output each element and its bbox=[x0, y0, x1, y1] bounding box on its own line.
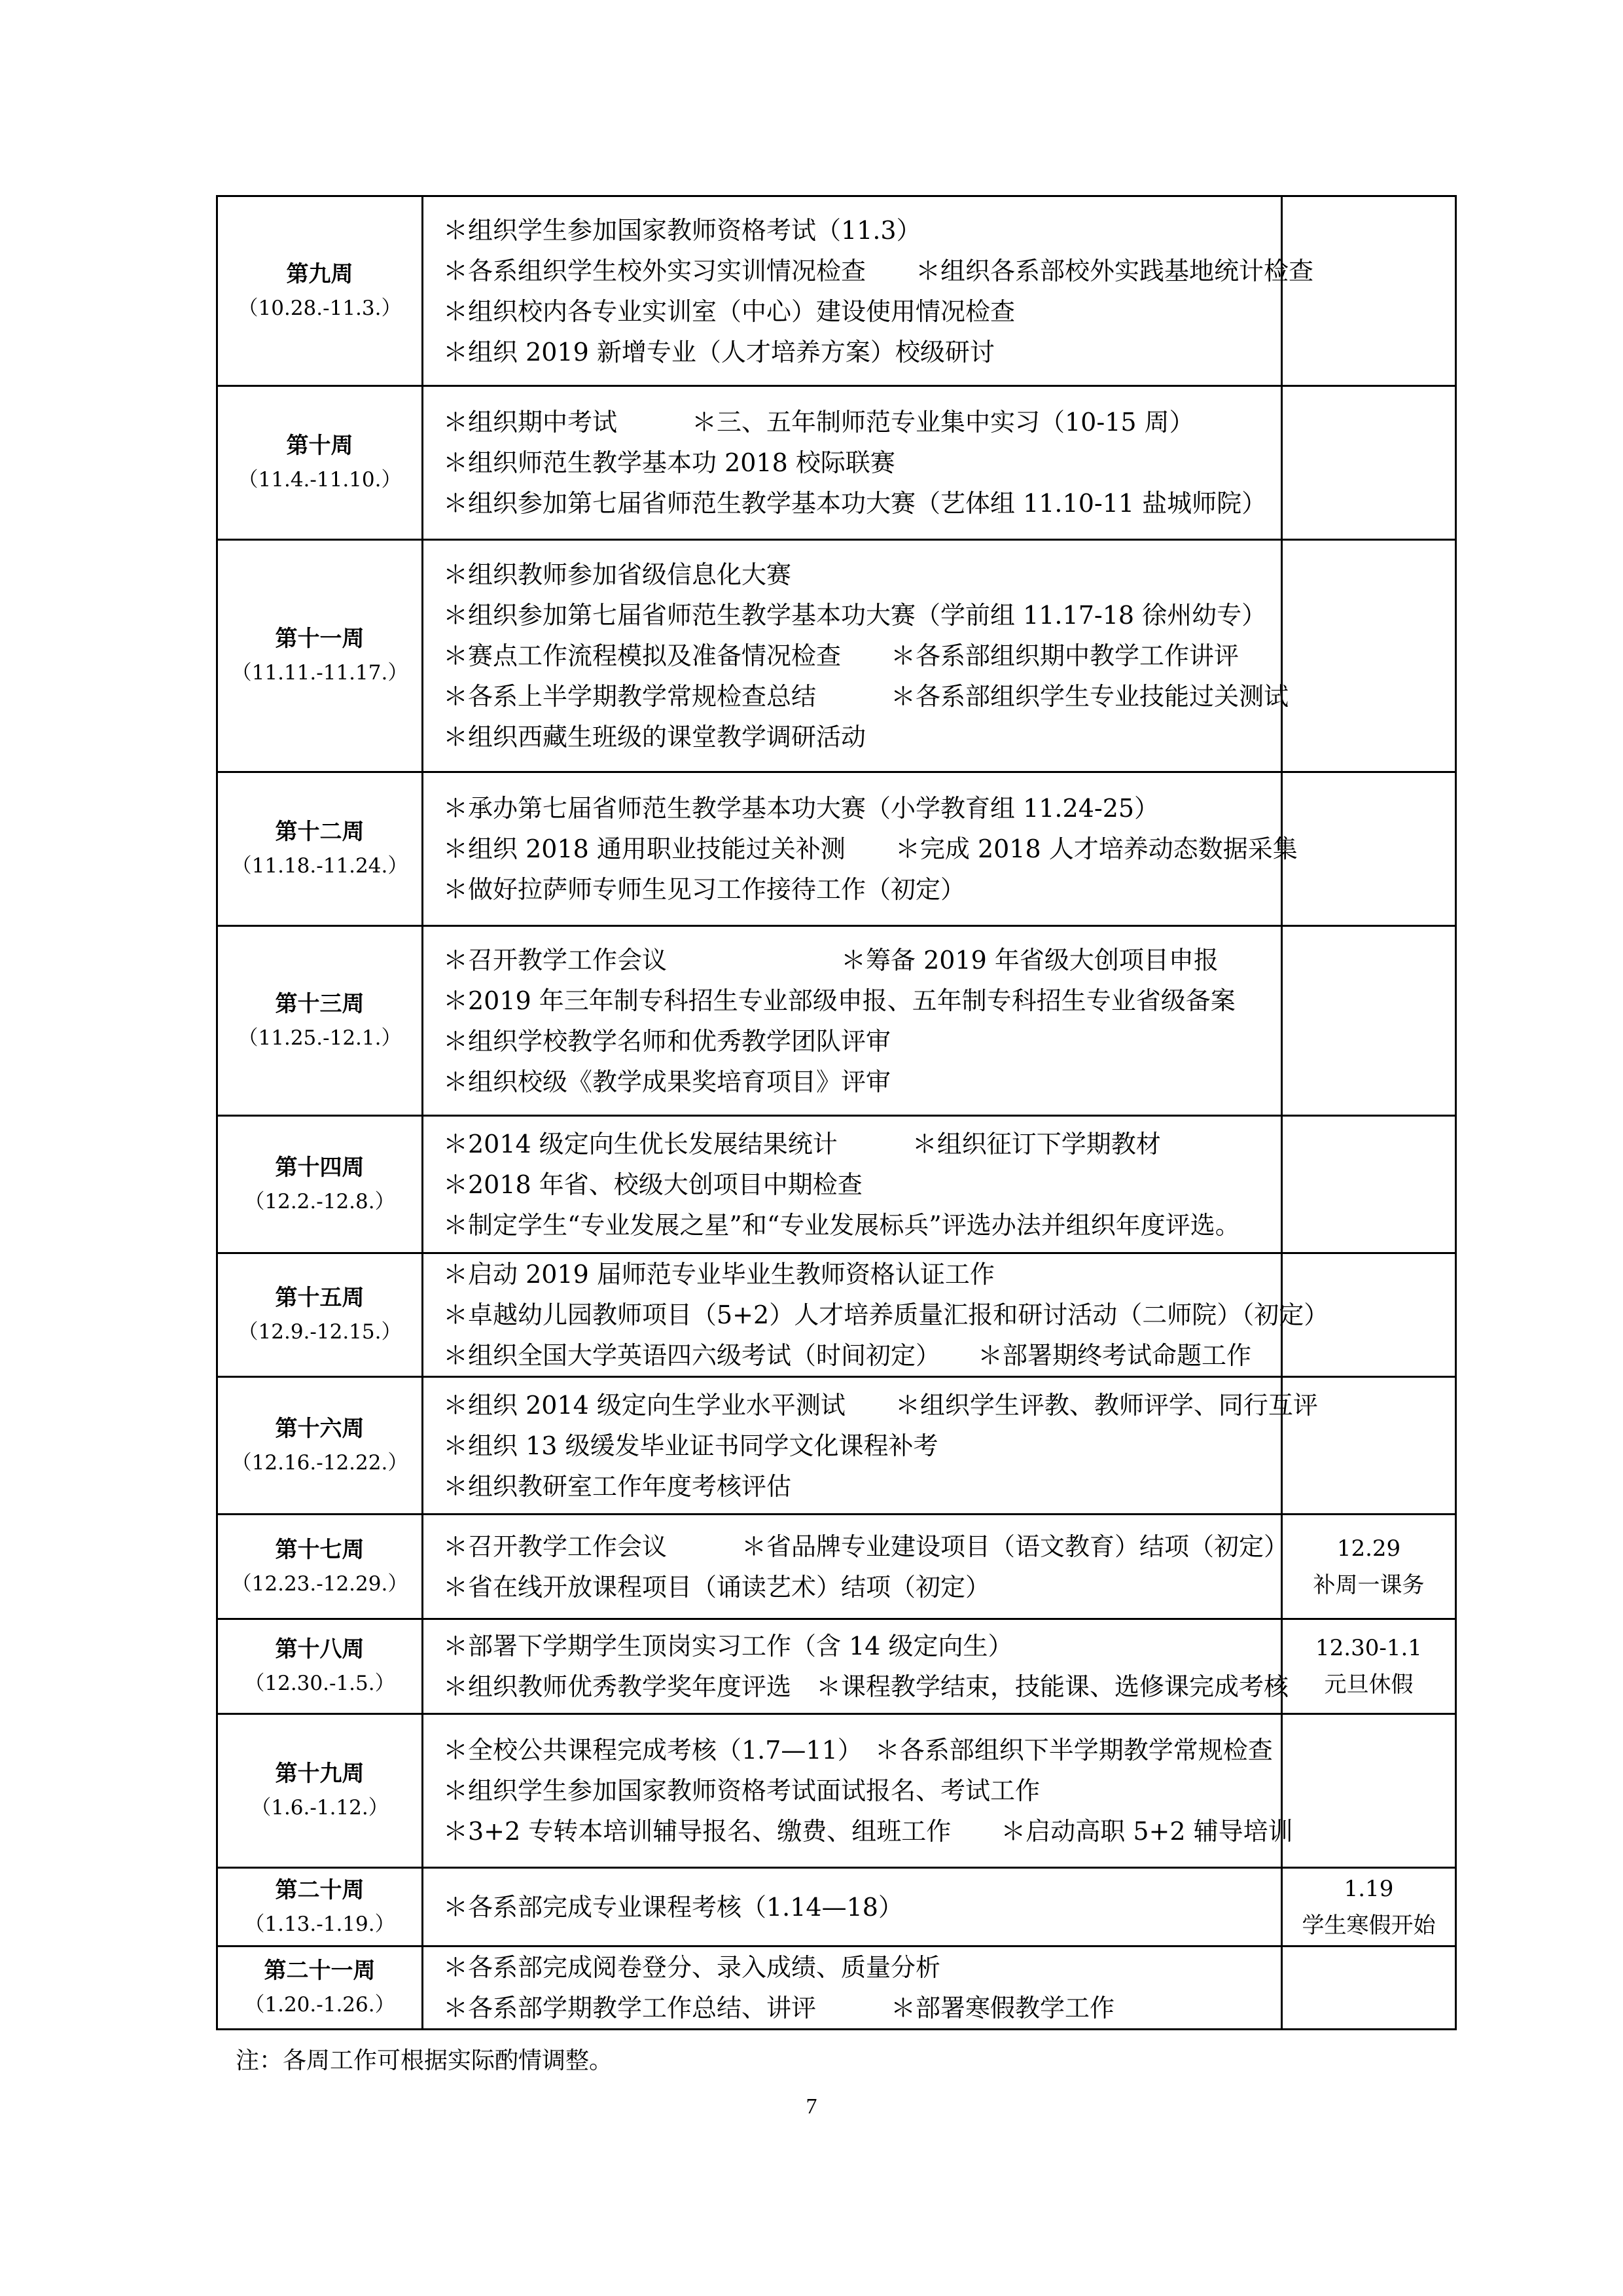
task-cell bbox=[423, 1619, 1289, 1714]
table-row bbox=[217, 1253, 1456, 1377]
task-item: ＊组织参加第七届省师范生教学基本功大赛（学前组 11.17-18 徐州幼专） bbox=[443, 601, 1267, 630]
week-cell bbox=[217, 926, 423, 1116]
task-item: ＊召开教学工作会议 ＊省品牌专业建设项目（语文教育）结项（初定） bbox=[443, 1532, 1289, 1561]
week-cell bbox=[217, 772, 423, 926]
task-item: ＊组织师范生教学基本功 2018 校际联赛 bbox=[443, 448, 895, 477]
task-cell bbox=[423, 386, 1282, 540]
task-item: ＊组织学生参加国家教师资格考试（11.3） bbox=[443, 215, 921, 245]
week-name: 第九周 bbox=[286, 260, 353, 287]
week-cell bbox=[217, 1714, 423, 1868]
task-item: ＊组织全国大学英语四六级考试（时间初定） ＊部署期终考试命题工作 bbox=[443, 1341, 1252, 1370]
week-name: 第二十周 bbox=[275, 1876, 365, 1903]
task-item: ＊各系部学期教学工作总结、讲评 ＊部署寒假教学工作 bbox=[443, 1994, 1115, 2022]
task-item: ＊部署下学期学生顶岗实习工作（含 14 级定向生） bbox=[443, 1632, 1013, 1660]
table-row bbox=[217, 1515, 1456, 1619]
week-name: 第十六周 bbox=[275, 1415, 365, 1442]
week-cell bbox=[217, 1946, 423, 2030]
task-item: ＊组织期中考试 ＊三、五年制师范专业集中实习（10-15 周） bbox=[443, 408, 1194, 437]
task-item: ＊2018 年省、校级大创项目中期检查 bbox=[443, 1170, 863, 1199]
task-cell bbox=[423, 196, 1314, 386]
task-cell bbox=[423, 1253, 1329, 1377]
remark-cell bbox=[1282, 1714, 1456, 1868]
week-dates: （1.20.-1.26.） bbox=[244, 1993, 395, 2017]
task-item: ＊2014 级定向生优长发展结果统计 ＊组织征订下学期教材 bbox=[443, 1129, 1161, 1158]
task-cell bbox=[423, 1868, 1282, 1946]
footnote: 注：各周工作可根据实际酌情调整。 bbox=[236, 2047, 613, 2074]
task-cell bbox=[423, 540, 1289, 772]
week-dates: （11.18.-11.24.） bbox=[231, 854, 408, 878]
task-item: ＊组织校级《教学成果奖培育项目》评审 bbox=[443, 1067, 891, 1096]
task-item: ＊组织教研室工作年度考核评估 bbox=[443, 1471, 792, 1501]
remark-cell bbox=[1282, 926, 1456, 1116]
task-item: ＊召开教学工作会议 ＊筹备 2019 年省级大创项目申报 bbox=[443, 945, 1219, 975]
table-row bbox=[217, 1714, 1456, 1868]
task-item: ＊各系部完成专业课程考核（1.14—18） bbox=[443, 1892, 903, 1922]
week-dates: （1.6.-1.12.） bbox=[251, 1796, 389, 1820]
task-item: ＊组织教师参加省级信息化大赛 bbox=[443, 560, 792, 589]
task-item: ＊制定学生“专业发展之星”和“专业发展标兵”评选办法并组织年度评选。 bbox=[443, 1210, 1240, 1240]
table-row bbox=[217, 386, 1456, 540]
week-name: 第十二周 bbox=[275, 819, 365, 845]
remark-cell bbox=[1282, 196, 1456, 386]
task-item: ＊组织 2014 级定向生学业水平测试 ＊组织学生评教、教师评学、同行互评 bbox=[443, 1390, 1318, 1420]
remark-cell bbox=[1282, 1515, 1456, 1619]
remark-cell bbox=[1282, 1116, 1456, 1253]
task-item: ＊组织学校教学名师和优秀教学团队评审 bbox=[443, 1026, 891, 1056]
task-item: ＊组织 2019 新增专业（人才培养方案）校级研讨 bbox=[443, 337, 995, 367]
week-dates: （1.13.-1.19.） bbox=[244, 1912, 395, 1936]
task-item: ＊组织校内各专业实训室（中心）建设使用情况检查 bbox=[443, 296, 1016, 326]
week-dates: （12.9.-12.15.） bbox=[238, 1320, 402, 1344]
week-name: 第十周 bbox=[286, 433, 353, 459]
week-name: 第十八周 bbox=[275, 1636, 365, 1662]
week-cell bbox=[217, 1619, 423, 1714]
week-name: 第十九周 bbox=[275, 1761, 365, 1787]
table-row bbox=[217, 1868, 1456, 1946]
week-name: 第十七周 bbox=[275, 1536, 365, 1563]
task-item: ＊组织教师优秀教学奖年度评选 ＊课程教学结束，技能课、选修课完成考核 bbox=[443, 1672, 1289, 1701]
remark-cell bbox=[1282, 386, 1456, 540]
remark-text: 12.29 bbox=[1336, 1535, 1401, 1562]
task-item: ＊各系部完成阅卷登分、录入成绩、质量分析 bbox=[443, 1953, 941, 1982]
task-item: ＊各系组织学生校外实习实训情况检查 ＊组织各系部校外实践基地统计检查 bbox=[443, 256, 1314, 285]
week-dates: （12.30.-1.5.） bbox=[244, 1672, 395, 1695]
table-row bbox=[217, 1116, 1456, 1253]
remark-cell bbox=[1282, 1946, 1456, 2030]
table-row bbox=[217, 1619, 1456, 1714]
week-cell bbox=[217, 1868, 423, 1946]
task-item: ＊组织学生参加国家教师资格考试面试报名、考试工作 bbox=[443, 1776, 1041, 1805]
week-dates: （11.11.-11.17.） bbox=[231, 661, 408, 685]
week-name: 第二十一周 bbox=[264, 1958, 376, 1984]
week-cell bbox=[217, 1116, 423, 1253]
task-item: ＊组织西藏生班级的课堂教学调研活动 bbox=[443, 723, 866, 751]
week-dates: （12.23.-12.29.） bbox=[231, 1571, 408, 1596]
task-item: ＊组织 2018 通用职业技能过关补测 ＊完成 2018 人才培养动态数据采集 bbox=[443, 834, 1298, 863]
week-cell bbox=[217, 1377, 423, 1515]
task-cell bbox=[423, 1714, 1293, 1868]
task-item: ＊卓越幼儿园教师项目（5+2）人才培养质量汇报和研讨活动（二师院）（初定） bbox=[443, 1300, 1329, 1329]
remark-text: 12.30-1.1 bbox=[1315, 1635, 1422, 1661]
task-cell bbox=[423, 1116, 1282, 1253]
remark-text: 补周一课务 bbox=[1313, 1571, 1425, 1598]
table-row bbox=[217, 1946, 1456, 2030]
week-name: 第十一周 bbox=[275, 626, 365, 652]
task-item: ＊做好拉萨师专师生见习工作接待工作（初定） bbox=[443, 875, 966, 904]
task-cell bbox=[423, 1515, 1289, 1619]
week-cell bbox=[217, 1253, 423, 1377]
task-item: ＊各系上半学期教学常规检查总结 ＊各系部组织学生专业技能过关测试 bbox=[443, 682, 1289, 711]
task-item: ＊组织 13 级缓发毕业证书同学文化课程补考 bbox=[443, 1431, 938, 1460]
week-dates: （11.25.-12.1.） bbox=[238, 1026, 402, 1050]
week-name: 第十四周 bbox=[275, 1154, 365, 1181]
table-row bbox=[217, 1377, 1456, 1515]
week-dates: （10.28.-11.3.） bbox=[238, 296, 402, 320]
remark-text: 元旦休假 bbox=[1324, 1672, 1414, 1698]
task-cell bbox=[423, 1377, 1318, 1515]
task-cell bbox=[423, 1946, 1282, 2030]
task-item: ＊赛点工作流程模拟及准备情况检查 ＊各系部组织期中教学工作讲评 bbox=[443, 641, 1240, 670]
task-item: ＊全校公共课程完成考核（1.7—11） ＊各系部组织下半学期教学常规检查 bbox=[443, 1736, 1273, 1765]
week-cell bbox=[217, 386, 423, 540]
remark-text: 学生寒假开始 bbox=[1302, 1912, 1436, 1939]
week-dates: （11.4.-11.10.） bbox=[238, 468, 402, 492]
remark-cell bbox=[1282, 1619, 1456, 1714]
week-cell bbox=[217, 196, 423, 386]
page-number: 7 bbox=[806, 2094, 817, 2119]
table-row bbox=[217, 196, 1456, 386]
week-cell bbox=[217, 1515, 423, 1619]
task-cell bbox=[423, 772, 1298, 926]
task-item: ＊承办第七届省师范生教学基本功大赛（小学教育组 11.24-25） bbox=[443, 794, 1160, 823]
schedule-body bbox=[217, 196, 1456, 2030]
remark-cell bbox=[1282, 540, 1456, 772]
schedule-table bbox=[216, 195, 1457, 2030]
task-item: ＊组织参加第七届省师范生教学基本功大赛（艺体组 11.10-11 盐城师院） bbox=[443, 489, 1267, 518]
remark-cell bbox=[1282, 772, 1456, 926]
task-item: ＊2019 年三年制专科招生专业部级申报、五年制专科招生专业省级备案 bbox=[443, 986, 1236, 1015]
task-item: ＊3+2 专转本培训辅导报名、缴费、组班工作 ＊启动高职 5+2 辅导培训 bbox=[443, 1817, 1293, 1846]
table-row bbox=[217, 772, 1456, 926]
remark-cell bbox=[1282, 1868, 1456, 1946]
week-cell bbox=[217, 540, 423, 772]
week-dates: （12.2.-12.8.） bbox=[244, 1189, 395, 1213]
table-row bbox=[217, 540, 1456, 772]
task-item: ＊省在线开放课程项目（诵读艺术）结项（初定） bbox=[443, 1572, 991, 1602]
task-cell bbox=[423, 926, 1282, 1116]
week-name: 第十五周 bbox=[275, 1285, 365, 1311]
remark-text: 1.19 bbox=[1344, 1875, 1394, 1902]
task-item: ＊启动 2019 届师范专业毕业生教师资格认证工作 bbox=[443, 1260, 995, 1289]
week-name: 第十三周 bbox=[275, 990, 365, 1017]
week-dates: （12.16.-12.22.） bbox=[231, 1450, 408, 1475]
table-row bbox=[217, 926, 1456, 1116]
